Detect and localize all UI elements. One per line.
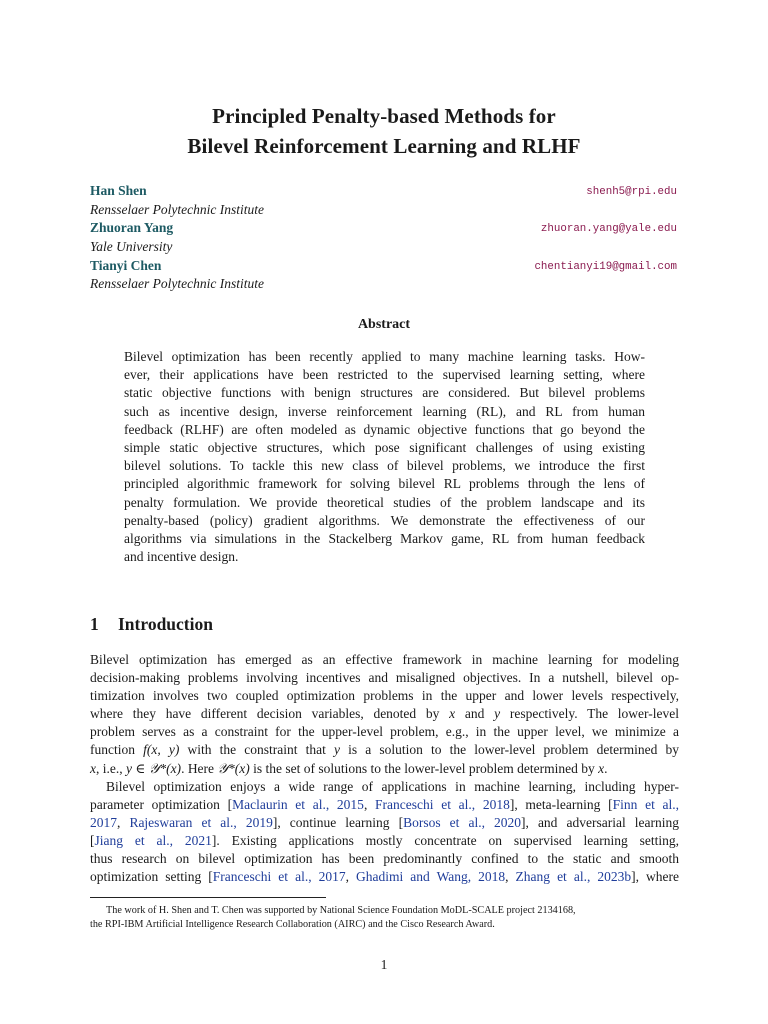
math-set: y ∈ 𝒴*(x) (126, 760, 182, 776)
author-email[interactable]: zhuoran.yang@yale.edu (540, 223, 677, 235)
body-line: x, i.e., y ∈ 𝒴*(x). Here 𝒴*(x) is the set of solutions to the lower-level problem determined by x. (90, 760, 608, 776)
section-title: Introduction (118, 614, 213, 634)
body-line: 2017, Rajeswaran et al., 2019], continue learning [Borsos et al., 2020], and adversarial learning (90, 814, 679, 830)
body-line: parameter optimization [Maclaurin et al., 2015, Franceschi et al., 2018], meta-learning [Finn et al., (90, 796, 680, 812)
math-f: f(x, y) (143, 742, 180, 758)
abstract-line: and incentive design. (124, 549, 239, 565)
section-number: 1 (90, 614, 99, 634)
author-name: Zhuoran Yang (90, 220, 174, 235)
paper-title-line-1: Principled Penalty-based Methods for (212, 104, 556, 128)
footnote-line: the RPI-IBM Artificial Intelligence Research Collaboration (AIRC) and the Cisco Research Award. (90, 919, 495, 931)
body-line: problem serves as a constraint for the upper-level problem, e.g., in the upper level, we minimize a (90, 724, 679, 740)
abstract-line: penalty-based (policy) gradient algorithms. We demonstrate the effectiveness of our (124, 512, 645, 528)
citation-link[interactable]: Rajeswaran et al., 2019 (129, 814, 273, 830)
author-affiliation: Rensselaer Polytechnic Institute (90, 202, 264, 217)
citation-link[interactable]: Zhang et al., 2023b (515, 869, 632, 885)
abstract-line: simple static objective structures, which pose significant challenges of using existing (124, 439, 645, 455)
abstract-line: feedback (RLHF) are often modeled as dynamic objective functions that go beyond the (124, 421, 645, 437)
citation-link[interactable]: Jiang et al., 2021 (94, 832, 212, 848)
body-line: function f(x, y) with the constraint that y is a solution to the lower-level problem determined by (90, 742, 679, 758)
footnote-line: The work of H. Shen and T. Chen was supported by National Science Foundation MoDL-SCALE project 2134168, (106, 905, 576, 916)
abstract-line: such as incentive design, inverse reinforcement learning (RL), and RL from human (124, 403, 645, 419)
body-line: timization involves two coupled optimization problems in the upper and lower levels respectively, (90, 688, 679, 704)
body-line: Bilevel optimization has emerged as an effective framework in machine learning for modeling (90, 652, 679, 667)
introduction-body (90, 651, 679, 886)
math-y: y (333, 742, 340, 758)
body-line: decision-making problems involving incentives and misaligned objectives. In a nutshell, bilevel op- (90, 670, 679, 686)
citation-link[interactable]: Franceschi et al., 2018 (375, 796, 510, 812)
author-name: Han Shen (90, 183, 147, 198)
citation-link[interactable]: Borsos et al., 2020 (403, 814, 522, 830)
citation-link[interactable]: Maclaurin et al., 2015 (232, 796, 364, 812)
footnote-divider (90, 897, 326, 898)
abstract-line: bilevel solutions. To tackle this new class of bilevel problems, we introduce the first (124, 458, 645, 474)
abstract-heading: Abstract (357, 317, 411, 332)
abstract-body (124, 348, 645, 566)
body-line: thus research on bilevel optimization has been predominantly confined to the static and smooth (90, 851, 679, 867)
citation-link[interactable]: Franceschi et al., 2017 (212, 869, 346, 885)
body-line: [Jiang et al., 2021]. Existing applications mostly concentrate on supervised learning setting, (90, 832, 679, 848)
footnote (90, 904, 679, 933)
author-email[interactable]: shenh5@rpi.edu (586, 186, 677, 198)
body-line: Bilevel optimization enjoys a wide range of applications in machine learning, including hyper- (106, 778, 679, 794)
citation-link[interactable]: Finn et al., (612, 796, 680, 812)
body-line: optimization setting [Franceschi et al., 2017, Ghadimi and Wang, 2018, Zhang et al., 2023b], where (90, 869, 680, 885)
citation-link[interactable]: Ghadimi and Wang, 2018 (356, 869, 506, 885)
math-x: x (90, 760, 96, 776)
author-affiliation: Rensselaer Polytechnic Institute (90, 276, 264, 291)
abstract-line: algorithms via simulations in the Stackelberg Markov game, RL from human feedback (124, 530, 645, 546)
abstract-line: static objective functions with benign structures are considered. But bilevel problems (124, 385, 645, 401)
paper-title-line-2: Bilevel Reinforcement Learning and RLHF (187, 134, 581, 158)
author-email[interactable]: chentianyi19@gmail.com (534, 261, 677, 273)
math-x: x (449, 706, 456, 722)
abstract-line: penalty formulation. We provide theoretical studies of the problem landscape and its (124, 494, 645, 510)
author-affiliation: Yale University (90, 239, 173, 254)
abstract-line: Bilevel optimization has been recently applied to many machine learning tasks. How- (124, 349, 645, 364)
section-heading (90, 614, 213, 635)
author-name: Tianyi Chen (90, 258, 162, 273)
math-set: 𝒴*(x) (217, 760, 250, 776)
math-x: x (598, 760, 605, 776)
math-y: y (494, 706, 501, 722)
citation-link[interactable]: 2017 (90, 814, 117, 830)
abstract-line: ever, their applications have been restricted to the supervised learning setting, where (124, 367, 645, 383)
abstract-line: principled algorithmic framework for solving bilevel RL problems through the lens of (124, 476, 645, 492)
body-line: where they have different decision variables, denoted by x and y respectively. The lower-level (90, 706, 679, 722)
page-number: 1 (380, 957, 388, 972)
